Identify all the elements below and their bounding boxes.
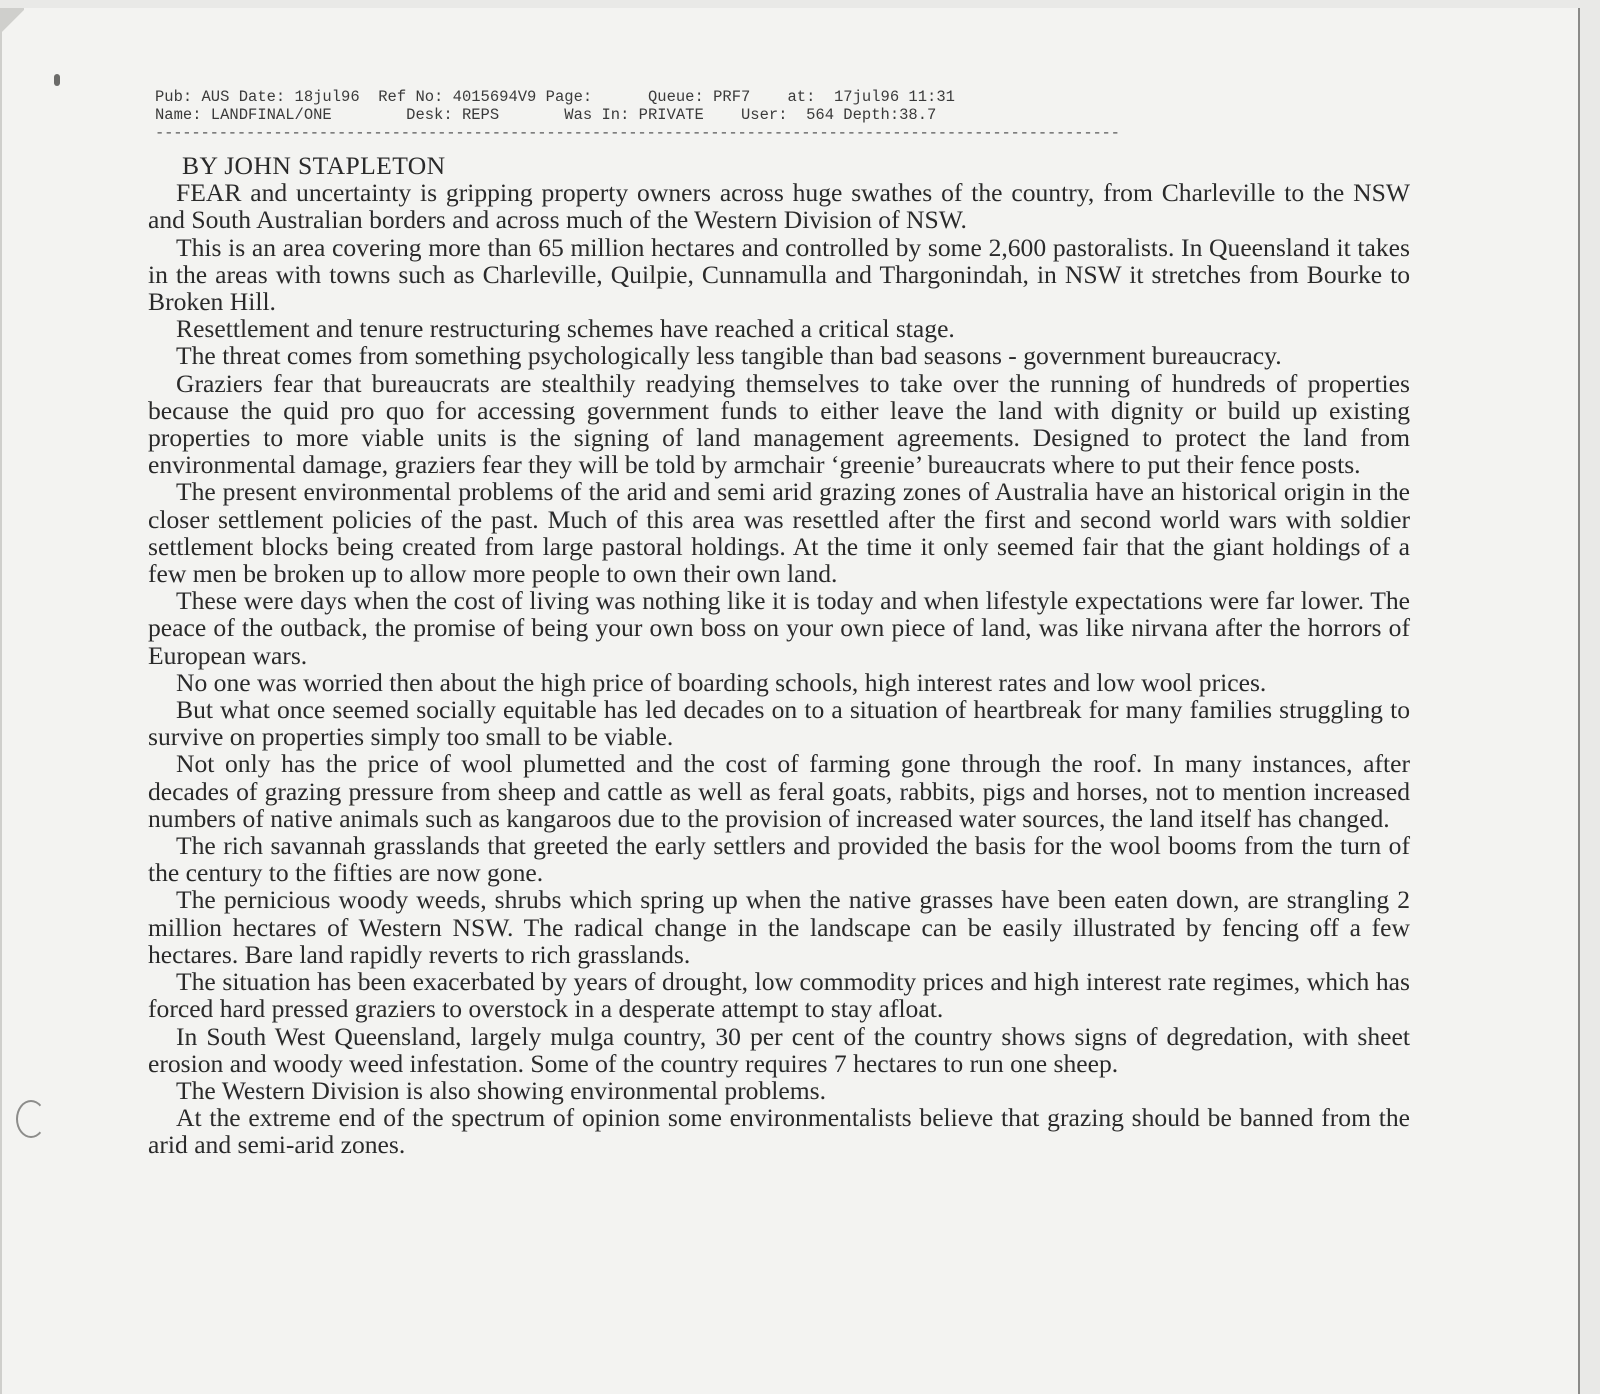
paragraph: No one was worried then about the high price of boarding schools, high interest rates and low wool prices. — [176, 667, 1267, 697]
article-body — [148, 152, 1410, 1159]
header-line-2: Name: LANDFINAL/ONE Desk: REPS Was In: PRIVATE User: 564 Depth:38.7 — [155, 106, 937, 124]
paragraph: The threat comes from something psychologically less tangible than bad seasons - government bureaucracy. — [176, 341, 1282, 371]
paragraph: The pernicious woody weeds, shrubs which spring up when the native grasses have been eaten down, are strangling 2 million hectares of Western NSW. The radical change in the landscape can be easily illustrated by fencing off a few hectares. Bare land rapidly reverts to rich grasslands. — [148, 885, 1410, 969]
folded-corner — [0, 8, 24, 48]
paragraph: The present environmental problems of the arid and semi arid grazing zones of Australia have an historical origin in the closer settlement policies of the past. Much of this area was resettled after the first and second world wars with soldier settlement blocks being created from large pastoral holdings. At the time it only seemed fair that the giant holdings of a few men be broken up to allow more people to own their own land. — [148, 477, 1410, 589]
typeset-header — [155, 88, 1120, 142]
byline: BY JOHN STAPLETON — [182, 151, 446, 180]
document-page — [0, 8, 1580, 1394]
header-line-1: Pub: AUS Date: 18jul96 Ref No: 4015694V9 Page: Queue: PRF7 at: 17jul96 11:31 — [155, 88, 955, 106]
paragraph: These were days when the cost of living was nothing like it is today and when lifestyle expectations were far lower. The peace of the outback, the promise of being your own boss on your own piece of land, was like nirvana after the horrors of European wars. — [148, 586, 1410, 670]
paragraph: At the extreme end of the spectrum of opinion some environmentalists believe that grazing should be banned from the arid and semi-arid zones. — [148, 1103, 1410, 1160]
paragraph: In South West Queensland, largely mulga country, 30 per cent of the country shows signs of degredation, with sheet erosion and woody weed infestation. Some of the country requires 7 hectares to run one sheep. — [148, 1021, 1410, 1078]
paragraph: The situation has been exacerbated by years of drought, low commodity prices and high interest rate regimes, which has forced hard pressed graziers to overstock in a desperate attempt to stay afloat. — [148, 967, 1410, 1024]
paragraph: But what once seemed socially equitable has led decades on to a situation of heartbreak for many families struggling to survive on properties simply too small to be viable. — [148, 695, 1410, 752]
paragraph: The rich savannah grasslands that greeted the early settlers and provided the basis for the wool booms from the turn of the century to the fifties are now gone. — [148, 831, 1410, 888]
paragraph: Not only has the price of wool plumetted and the cost of farming gone through the roof. In many instances, after decades of grazing pressure from sheep and cattle as well as feral goats, rabbits, pigs and horses, not to mention increased numbers of native animals such as kangaroos due to the provision of increased water sources, the land itself has changed. — [148, 749, 1410, 833]
paragraph: FEAR and uncertainty is gripping property owners across huge swathes of the country, from Charleville to the NSW and South Australian borders and across much of the Western Division of NSW. — [148, 178, 1410, 235]
header-rule: ---------------------------------------------------------------------------------------------------------- — [155, 124, 1120, 142]
paragraph: The Western Division is also showing environmental problems. — [176, 1075, 827, 1105]
paper-speck — [54, 74, 60, 86]
paragraph: This is an area covering more than 65 million hectares and controlled by some 2,600 pastoralists. In Queensland it takes in the areas with towns such as Charleville, Quilpie, Cunnamulla and Thargonindah, in NSW it stretches from Bourke to Broken Hill. — [148, 232, 1410, 317]
paragraph: Graziers fear that bureaucrats are stealthily readying themselves to take over the running of hundreds of properties because the quid pro quo for accessing government funds to either leave the land with dignity or build up existing properties to more viable units is the signing of land management agreements. Designed to protect the land from environmental damage, graziers fear they will be told by armchair ‘greenie’ bureaucrats where to put their fence posts. — [148, 368, 1410, 480]
binder-hole-mark — [16, 1100, 46, 1138]
paragraph: Resettlement and tenure restructuring schemes have reached a critical stage. — [176, 314, 955, 344]
